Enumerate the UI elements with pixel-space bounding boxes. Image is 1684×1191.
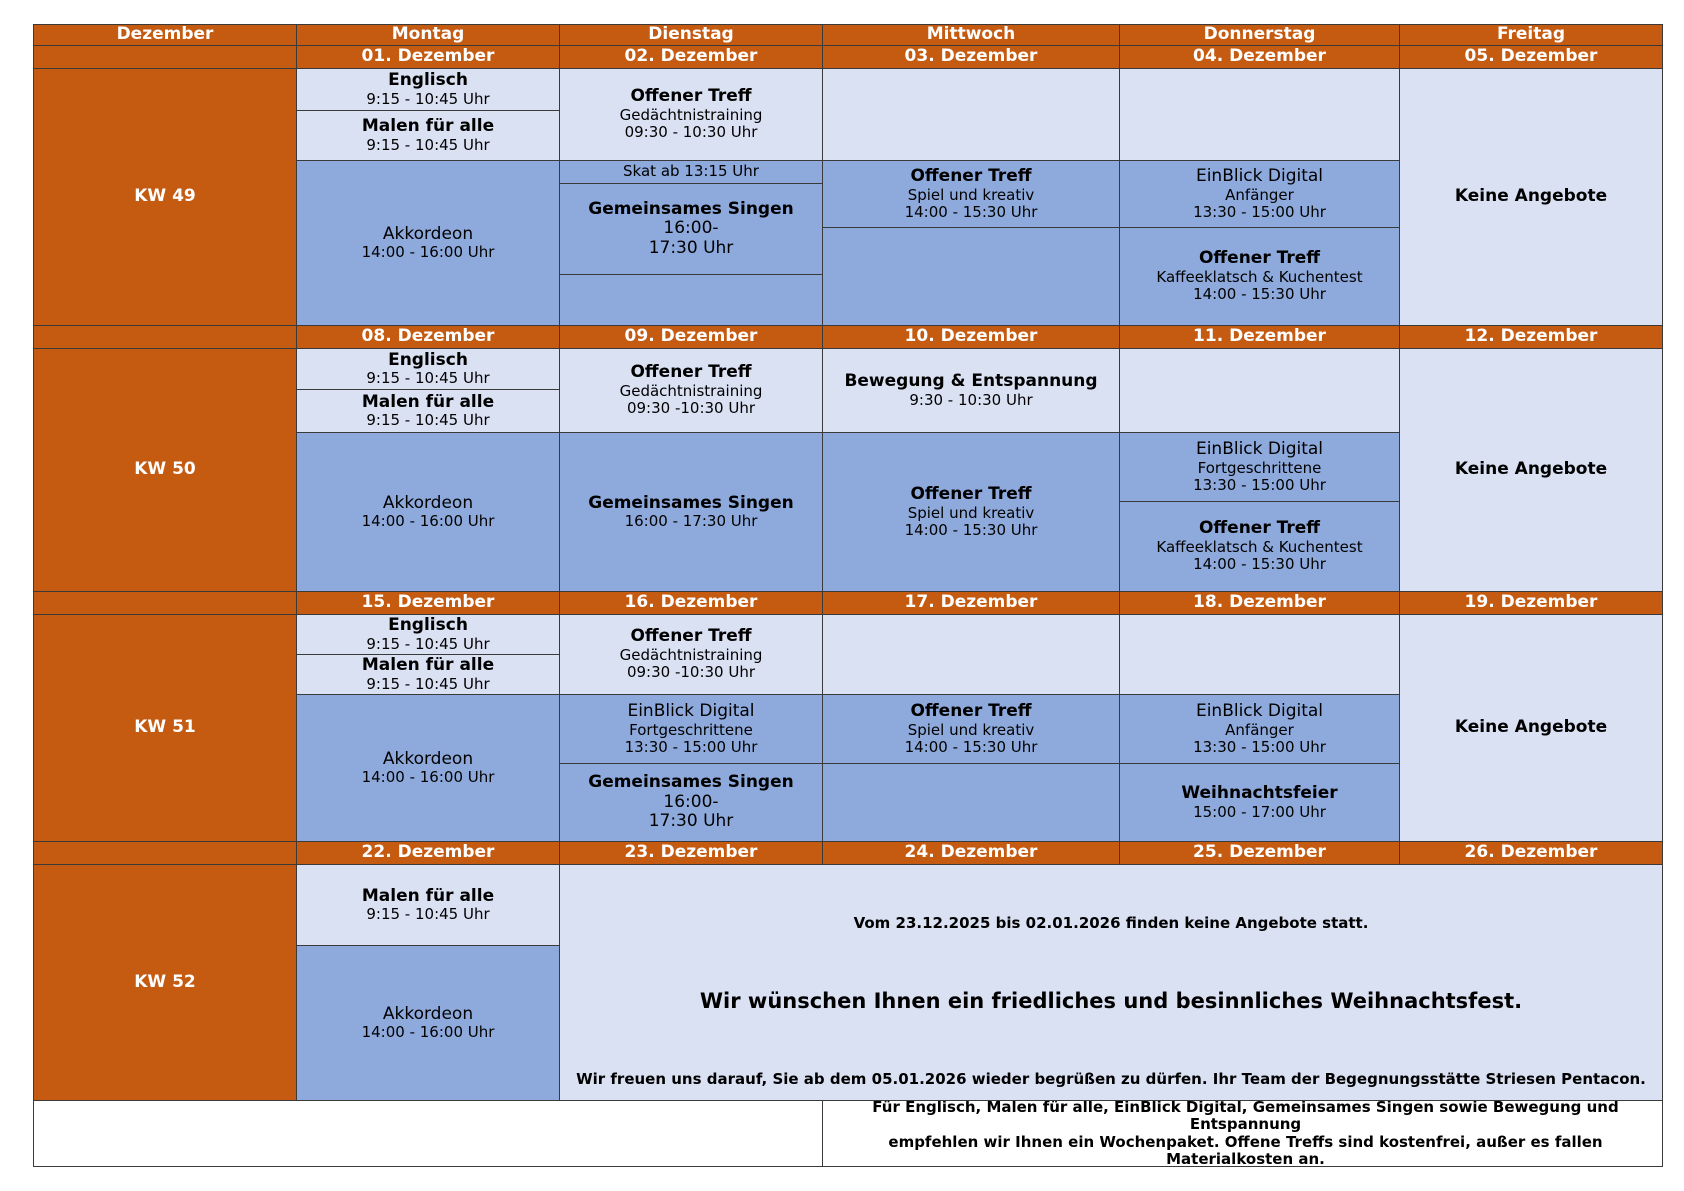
date-row-spacer (33, 325, 297, 349)
event-cell (822, 160, 1120, 228)
holiday-notice (559, 864, 1663, 1101)
event-time: 13:30 - 15:00 Uhr (1193, 202, 1326, 221)
date-cell (296, 325, 560, 349)
date-cell (1399, 325, 1663, 349)
event-time: 9:15 - 10:45 Uhr (366, 905, 490, 924)
empty-cell (1119, 614, 1400, 695)
event-time: 14:00 - 16:00 Uhr (361, 768, 495, 787)
date-label: 19. Dezember (1464, 592, 1598, 613)
event-cell (1119, 160, 1400, 228)
week-label-cell (33, 864, 297, 1101)
date-cell (1119, 591, 1400, 615)
date-cell (1119, 325, 1400, 349)
date-label: 24. Dezember (904, 842, 1038, 863)
event-cell (296, 348, 560, 390)
event-title: EinBlick Digital (1195, 438, 1324, 459)
event-subtitle: Gedächtnistraining (619, 106, 763, 125)
event-time: 9:15 - 10:45 Uhr (366, 674, 490, 693)
event-title: Akkordeon (382, 492, 474, 513)
date-label: 12. Dezember (1464, 326, 1598, 347)
event-title: Gemeinsames Singen (588, 772, 794, 793)
date-label: 08. Dezember (361, 326, 495, 347)
event-time: 9:15 - 10:45 Uhr (366, 89, 490, 108)
event-cell (559, 694, 823, 764)
empty-cell (822, 227, 1120, 326)
event-cell (296, 432, 560, 592)
event-title: Gemeinsames Singen (588, 492, 794, 513)
event-time: 09:30 -10:30 Uhr (626, 663, 756, 682)
empty-cell (822, 614, 1120, 695)
event-title: Offener Treff (910, 700, 1032, 721)
day-label: Dienstag (648, 24, 734, 45)
event-cell (559, 614, 823, 695)
date-label: 05. Dezember (1464, 46, 1598, 67)
event-cell (1399, 348, 1663, 592)
event-title: EinBlick Digital (1195, 700, 1324, 721)
event-title: Englisch (388, 70, 468, 91)
event-subtitle: Spiel und kreativ (907, 185, 1035, 204)
holiday-return-text: Wir freuen uns darauf, Sie ab dem 05.01.2026 wieder begrüßen zu dürfen. Ihr Team der Begegnungsstätte Striesen Pentacon. (576, 1069, 1646, 1088)
event-cell (296, 614, 560, 655)
day-header-thursday (1119, 24, 1400, 46)
date-cell (1399, 45, 1663, 69)
event-subtitle: Fortgeschrittene (1197, 458, 1322, 477)
event-title: Offener Treff (630, 86, 752, 107)
day-header-monday (296, 24, 560, 46)
date-cell (559, 591, 823, 615)
empty-cell (1119, 348, 1400, 433)
day-label: Donnerstag (1203, 24, 1316, 45)
event-cell (1119, 694, 1400, 764)
event-title: Malen für alle (361, 885, 495, 906)
empty-cell (559, 274, 823, 326)
event-time: 9:15 - 10:45 Uhr (366, 369, 490, 388)
event-title: Keine Angebote (1454, 717, 1608, 738)
month-label: Dezember (116, 24, 214, 45)
day-label: Mittwoch (926, 24, 1016, 45)
day-header-wednesday (822, 24, 1120, 46)
event-subtitle: Spiel und kreativ (907, 720, 1035, 739)
date-cell (822, 325, 1120, 349)
date-label: 25. Dezember (1193, 842, 1326, 863)
event-cell (296, 694, 560, 842)
event-subtitle: Fortgeschrittene (629, 720, 753, 739)
day-label: Freitag (1496, 24, 1566, 45)
date-label: 11. Dezember (1193, 326, 1326, 347)
event-time: 14:00 - 16:00 Uhr (361, 243, 495, 262)
date-row-spacer (33, 45, 297, 69)
event-subtitle: Kaffeeklatsch & Kuchentest (1156, 268, 1363, 287)
event-title: Englisch (388, 615, 468, 636)
date-cell (1399, 591, 1663, 615)
event-subtitle: Kaffeeklatsch & Kuchentest (1156, 538, 1363, 557)
event-time: 14:00 - 15:30 Uhr (904, 202, 1038, 221)
date-label: 15. Dezember (361, 592, 495, 613)
date-label: 22. Dezember (361, 842, 495, 863)
event-cell (559, 763, 823, 842)
week-label-cell (33, 68, 297, 326)
event-time: 17:30 Uhr (648, 237, 734, 258)
event-cell (1119, 432, 1400, 502)
day-header-tuesday (559, 24, 823, 46)
event-subtitle: Spiel und kreativ (907, 503, 1035, 522)
event-time: 09:30 - 10:30 Uhr (624, 123, 758, 142)
date-cell (822, 45, 1120, 69)
event-cell (1399, 614, 1663, 842)
date-row-spacer (33, 841, 297, 865)
event-cell (559, 432, 823, 592)
event-time: 16:00- (663, 218, 719, 239)
event-cell (296, 68, 560, 111)
event-cell (296, 945, 560, 1101)
date-label: 17. Dezember (904, 592, 1038, 613)
empty-cell (1119, 68, 1400, 161)
day-label: Montag (391, 24, 465, 45)
date-cell (559, 325, 823, 349)
event-title: EinBlick Digital (1195, 165, 1324, 186)
date-label: 04. Dezember (1193, 46, 1326, 67)
event-title: EinBlick Digital (627, 700, 755, 721)
event-time: 9:15 - 10:45 Uhr (366, 634, 490, 653)
date-cell (822, 841, 1120, 865)
event-title: Weihnachtsfeier (1181, 783, 1338, 804)
event-cell (559, 183, 823, 275)
event-cell (1119, 501, 1400, 592)
date-label: 18. Dezember (1193, 592, 1326, 613)
event-cell (296, 654, 560, 695)
event-time: 14:00 - 15:30 Uhr (1193, 555, 1326, 574)
event-title: Offener Treff (1198, 518, 1321, 539)
date-cell (559, 841, 823, 865)
event-cell (1399, 68, 1663, 326)
event-subtitle: Anfänger (1225, 185, 1294, 204)
date-label: 23. Dezember (624, 842, 758, 863)
date-cell (296, 45, 560, 69)
event-title: Offener Treff (1198, 248, 1321, 269)
event-title: Malen für alle (361, 116, 495, 137)
week-label: KW 49 (134, 186, 196, 207)
event-title: Keine Angebote (1454, 186, 1608, 207)
date-cell (296, 841, 560, 865)
week-label-cell (33, 614, 297, 842)
event-cell (296, 160, 560, 326)
month-header (33, 24, 297, 46)
event-time: 15:00 - 17:00 Uhr (1193, 802, 1326, 821)
event-subtitle: Gedächtnistraining (619, 646, 763, 665)
event-title: Malen für alle (361, 391, 495, 412)
event-cell (1119, 763, 1400, 842)
event-cell (559, 160, 823, 184)
event-subtitle: Gedächtnistraining (619, 382, 763, 401)
event-time: 13:30 - 15:00 Uhr (1193, 737, 1326, 756)
event-cell (559, 68, 823, 161)
date-label: 10. Dezember (904, 326, 1038, 347)
date-label: 01. Dezember (361, 46, 495, 67)
footer-note-line: empfehlen wir Ihnen ein Wochenpaket. Offene Treffs sind kostenfrei, außer es fallen Materialkosten an. (888, 1132, 1603, 1167)
week-label: KW 52 (134, 971, 196, 992)
empty-cell (822, 763, 1120, 842)
event-title: Skat ab 13:15 Uhr (623, 162, 759, 181)
date-label: 09. Dezember (624, 326, 758, 347)
event-title: Offener Treff (630, 626, 752, 647)
footer-note (822, 1100, 1663, 1167)
event-time: 16:00- (663, 791, 719, 812)
event-title: Akkordeon (382, 223, 474, 244)
holiday-notice-text: Vom 23.12.2025 bis 02.01.2026 finden keine Angebote statt. (853, 914, 1369, 932)
event-cell (822, 348, 1120, 433)
date-cell (1399, 841, 1663, 865)
event-cell (296, 389, 560, 433)
empty-cell (822, 68, 1120, 161)
event-time: 13:30 - 15:00 Uhr (624, 737, 758, 756)
event-title: Gemeinsames Singen (588, 198, 794, 219)
event-title: Akkordeon (382, 1003, 474, 1024)
event-title: Akkordeon (382, 748, 474, 769)
event-time: 14:00 - 16:00 Uhr (361, 1023, 495, 1042)
event-time: 14:00 - 15:30 Uhr (904, 520, 1038, 539)
event-time: 14:00 - 15:30 Uhr (904, 737, 1038, 756)
week-label: KW 51 (134, 717, 196, 738)
date-label: 16. Dezember (624, 592, 758, 613)
event-cell (822, 694, 1120, 764)
holiday-greeting: Wir wünschen Ihnen ein friedliches und besinnliches Weihnachtsfest. (699, 989, 1523, 1014)
event-cell (559, 348, 823, 433)
event-time: 9:30 - 10:30 Uhr (909, 390, 1033, 409)
footer-note-line: Für Englisch, Malen für alle, EinBlick Digital, Gemeinsames Singen sowie Bewegung und Entspannung (872, 1100, 1619, 1134)
day-header-friday (1399, 24, 1663, 46)
event-time: 09:30 -10:30 Uhr (626, 399, 756, 418)
date-cell (559, 45, 823, 69)
event-title: Keine Angebote (1454, 459, 1608, 480)
event-title: Malen für alle (361, 655, 495, 676)
week-label-cell (33, 348, 297, 592)
footer-empty (33, 1100, 823, 1167)
event-title: Offener Treff (630, 362, 752, 383)
date-row-spacer (33, 591, 297, 615)
date-cell (1119, 45, 1400, 69)
event-title: Offener Treff (910, 165, 1032, 186)
event-title: Bewegung & Entspannung (844, 371, 1098, 392)
event-title: Englisch (388, 349, 468, 370)
event-cell (1119, 227, 1400, 326)
date-label: 03. Dezember (904, 46, 1038, 67)
event-time: 16:00 - 17:30 Uhr (624, 512, 758, 531)
event-time: 9:15 - 10:45 Uhr (366, 411, 490, 430)
event-cell (296, 110, 560, 161)
event-time: 13:30 - 15:00 Uhr (1193, 475, 1326, 494)
date-cell (822, 591, 1120, 615)
event-time: 14:00 - 16:00 Uhr (361, 512, 495, 531)
event-time: 14:00 - 15:30 Uhr (1193, 285, 1326, 304)
week-label: KW 50 (134, 459, 196, 480)
event-cell (822, 432, 1120, 592)
event-subtitle: Anfänger (1225, 720, 1294, 739)
event-time: 9:15 - 10:45 Uhr (366, 135, 490, 154)
date-label: 26. Dezember (1464, 842, 1598, 863)
event-time: 17:30 Uhr (648, 811, 734, 832)
event-title: Offener Treff (910, 483, 1032, 504)
date-label: 02. Dezember (624, 46, 758, 67)
date-cell (1119, 841, 1400, 865)
event-cell (296, 864, 560, 946)
date-cell (296, 591, 560, 615)
